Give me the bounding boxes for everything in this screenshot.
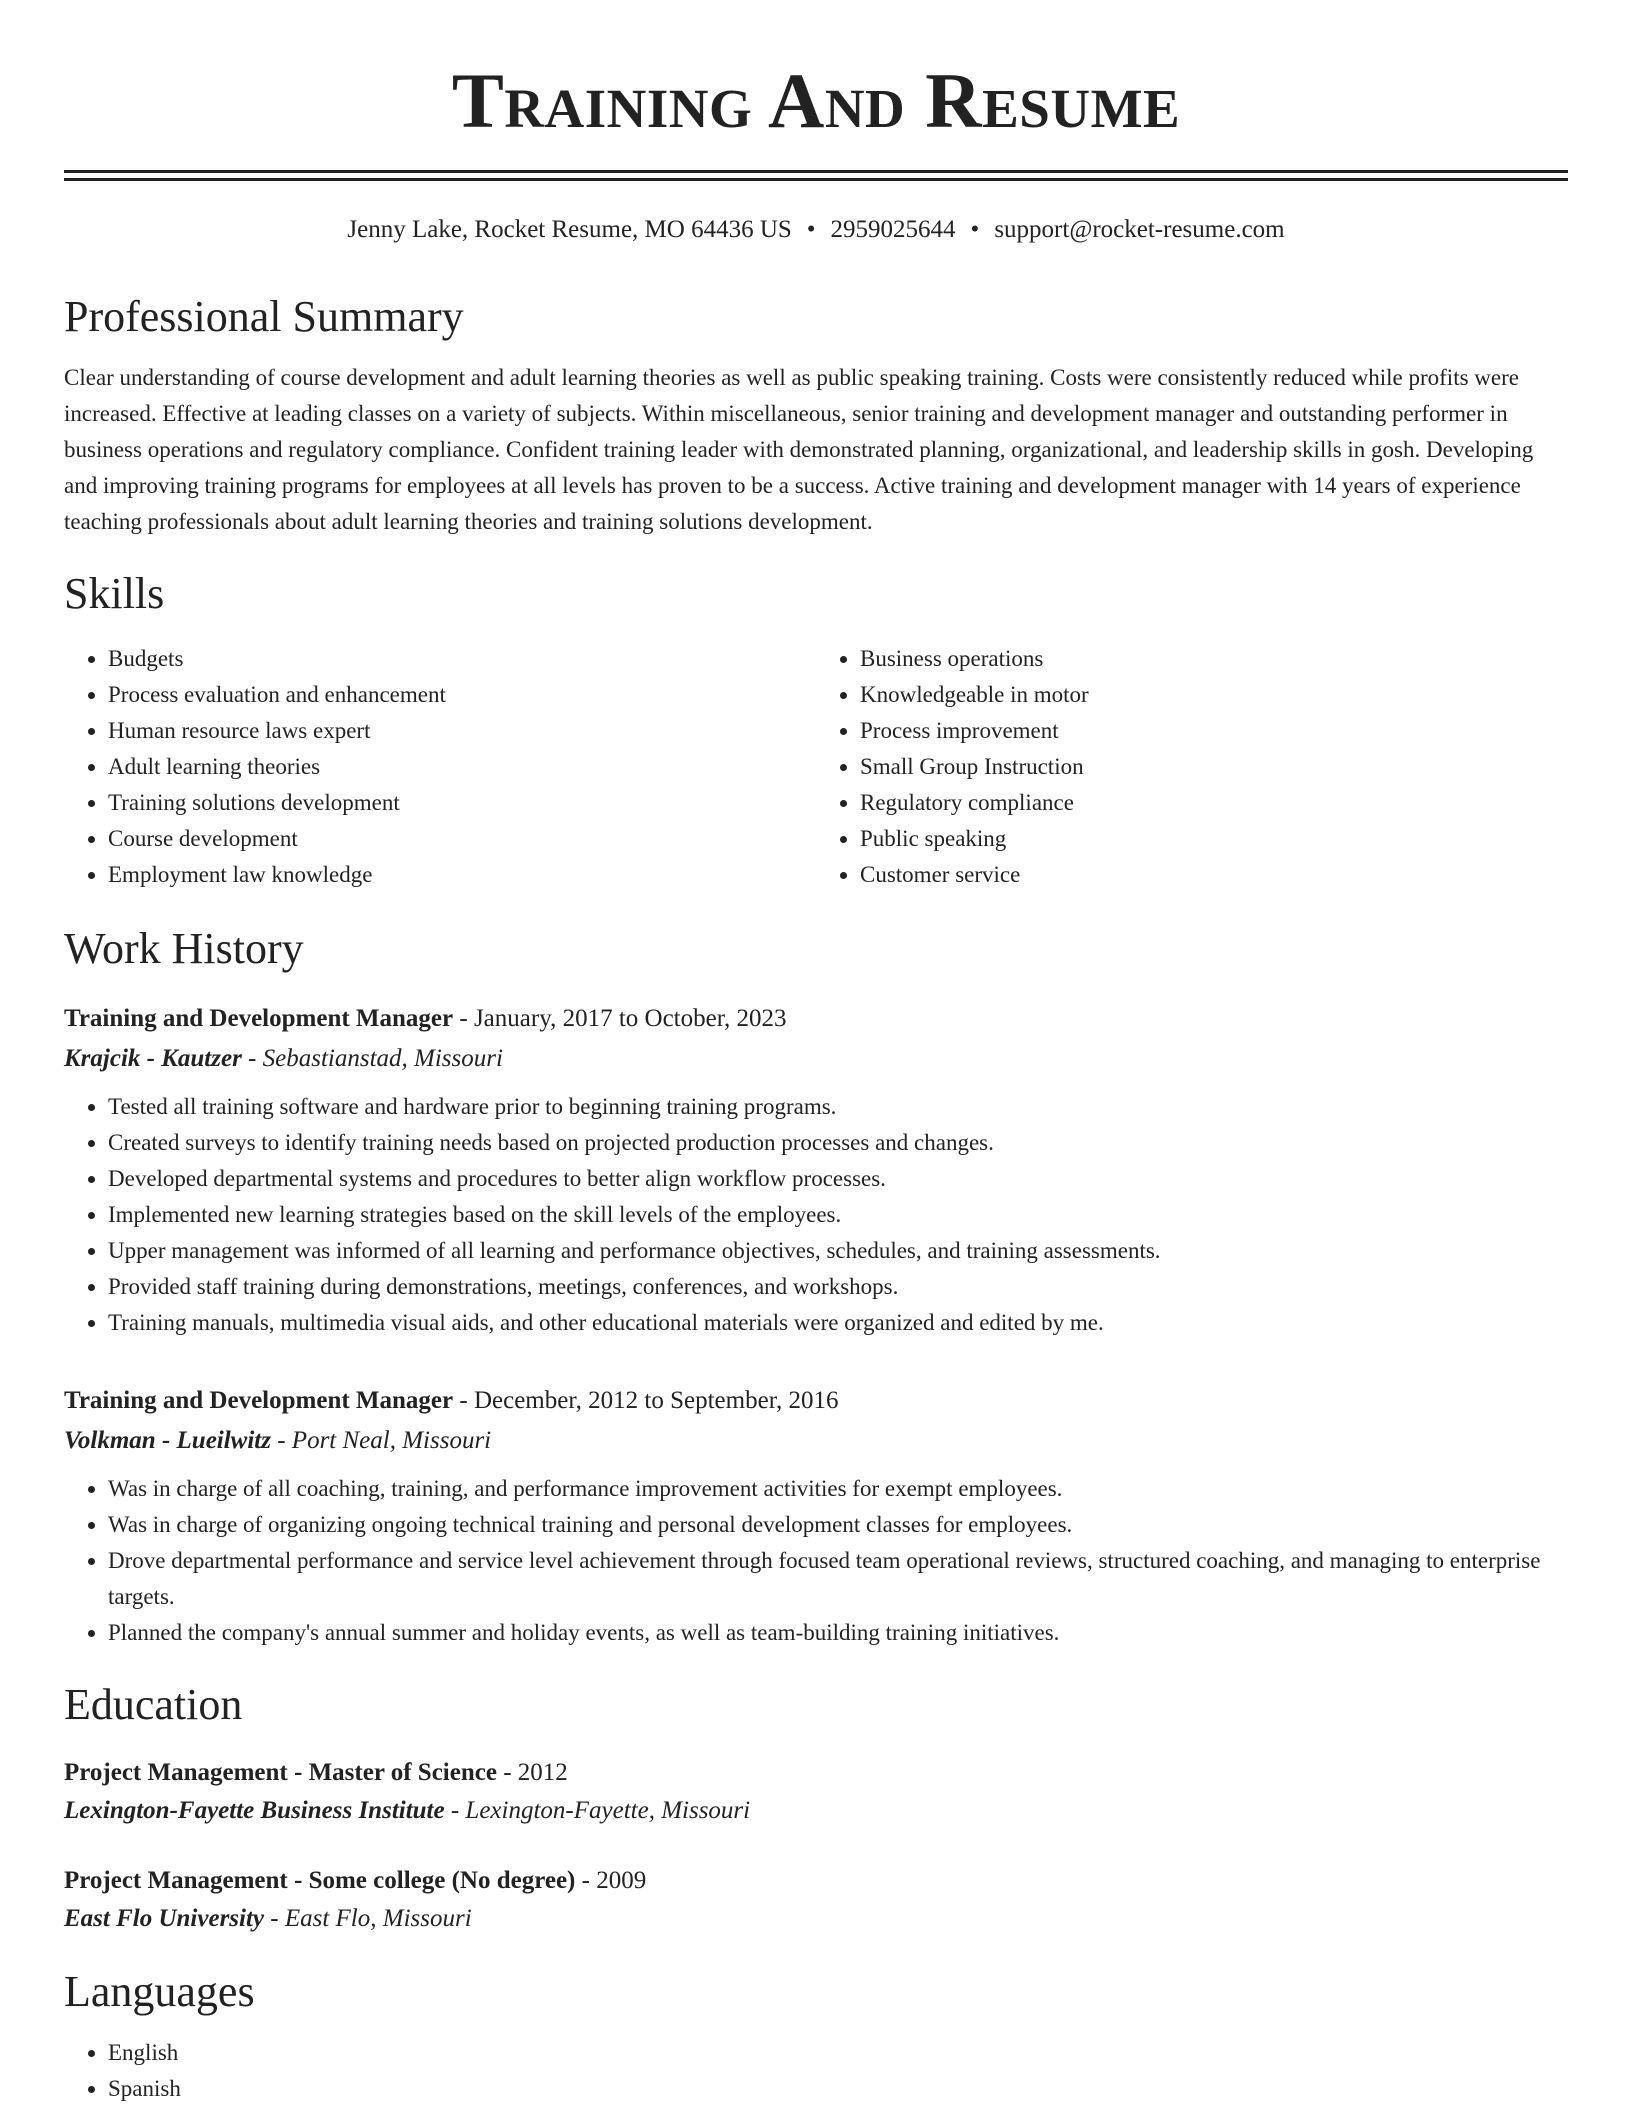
education-heading: Education <box>64 1680 243 1730</box>
summary-heading: Professional Summary <box>64 292 464 341</box>
education-year: - 2012 <box>496 1759 568 1787</box>
job-bullet: • Was in charge of organizing ongoing technical training and personal development classes for employees. <box>108 1507 1568 1543</box>
education-location: - Lexington-Fayette, Missouri <box>444 1797 751 1825</box>
job-bullet: • Upper management was informed of all learning and performance objectives, schedules, and training assessments. <box>108 1233 1568 1269</box>
job-bullet: • Developed departmental systems and procedures to better align workflow processes. <box>108 1161 1568 1197</box>
education-year: - 2009 <box>575 1867 647 1895</box>
education-school-line <box>64 1792 1568 1830</box>
contact-email: support@rocket-resume.com <box>994 216 1285 243</box>
title-double-rule <box>64 170 1568 181</box>
job-company: Krajcik - Kautzer <box>64 1045 242 1073</box>
contact-phone: 2959025644 <box>830 216 956 243</box>
job-company: Volkman - Lueilwitz <box>64 1427 271 1455</box>
job-role: Training and Development Manager <box>64 1005 454 1033</box>
job-dates: - January, 2017 to October, 2023 <box>453 1005 787 1033</box>
skill-item: • Small Group Instruction <box>860 749 1568 785</box>
job-header <box>64 999 1568 1039</box>
education-degree-line <box>64 1754 1568 1792</box>
skills-heading: Skills <box>64 568 165 618</box>
job-bullet: • Tested all training software and hardware prior to beginning training programs. <box>108 1089 1568 1125</box>
language-item: • English <box>108 2035 1568 2071</box>
education-location: - East Flo, Missouri <box>264 1905 472 1933</box>
education-school-line <box>64 1900 1568 1938</box>
job-company-line <box>64 1039 1568 1079</box>
languages-heading: Languages <box>64 1967 255 2017</box>
job-location: - Sebastianstad, Missouri <box>241 1045 503 1073</box>
job-bullet: • Training manuals, multimedia visual aids, and other educational materials were organized and edited by me. <box>108 1305 1568 1341</box>
skill-item: • Course development <box>108 821 816 857</box>
job-bullets <box>64 1089 1568 1341</box>
contact-address: Jenny Lake, Rocket Resume, MO 64436 US <box>347 216 792 243</box>
skill-item: • Budgets <box>108 641 816 677</box>
contact-separator: • <box>806 216 816 243</box>
contact-separator: • <box>970 216 980 243</box>
summary-text: Clear understanding of course development and adult learning theories as well as public speaking training. Costs were consistently reduced while profits were increased. Effective at leading classes on a variety of subjects. Within miscellaneous, senior training and development manager and outstanding performer in business operations and regulatory compliance. Confident training leader with demonstrated planning, organizational, and leadership skills in gosh. Developing and improving training programs for employees at all levels has proven to be a success. Active training and development manager with 14 years of experience teaching professionals about adult learning theories and training solutions development. <box>64 364 1534 534</box>
education-degree: Project Management - Some college (No degree) <box>64 1867 576 1895</box>
job-bullet: • Provided staff training during demonstrations, meetings, conferences, and workshops. <box>108 1269 1568 1305</box>
job-bullet: • Planned the company's annual summer and holiday events, as well as team-building training initiatives. <box>108 1615 1568 1651</box>
job-header <box>64 1381 1568 1421</box>
skill-item: • Process improvement <box>860 713 1568 749</box>
contact-line <box>64 215 1568 245</box>
job-entry <box>64 1381 1568 1651</box>
job-bullet: • Was in charge of all coaching, training, and performance improvement activities for exempt employees. <box>108 1471 1568 1507</box>
work-history-heading: Work History <box>64 923 304 973</box>
job-bullet: • Created surveys to identify training needs based on projected production processes and changes. <box>108 1125 1568 1161</box>
resume-title: Training And Resume <box>451 57 1181 144</box>
skill-item: • Adult learning theories <box>108 749 816 785</box>
skill-item: • Employment law knowledge <box>108 857 816 893</box>
job-location: - Port Neal, Missouri <box>270 1427 492 1455</box>
job-bullets <box>64 1471 1568 1651</box>
skill-item: • Training solutions development <box>108 785 816 821</box>
education-entry <box>64 1862 1568 1938</box>
skill-item: • Process evaluation and enhancement <box>108 677 816 713</box>
language-item: • Spanish <box>108 2071 1568 2107</box>
skill-item: • Human resource laws expert <box>108 713 816 749</box>
skill-item: • Knowledgeable in motor <box>860 677 1568 713</box>
job-bullet: • Implemented new learning strategies based on the skill levels of the employees. <box>108 1197 1568 1233</box>
education-school: Lexington-Fayette Business Institute <box>64 1797 445 1825</box>
education-entry <box>64 1754 1568 1830</box>
job-dates: - December, 2012 to September, 2016 <box>453 1387 839 1415</box>
education-school: East Flo University <box>64 1905 265 1933</box>
job-role: Training and Development Manager <box>64 1387 454 1415</box>
languages-list <box>64 2035 1568 2107</box>
skills-list-left <box>64 641 816 893</box>
job-entry <box>64 999 1568 1341</box>
skill-item: • Customer service <box>860 857 1568 893</box>
skill-item: • Public speaking <box>860 821 1568 857</box>
job-company-line <box>64 1421 1568 1461</box>
education-degree: Project Management - Master of Science <box>64 1759 497 1787</box>
skills-columns <box>64 641 1568 893</box>
skills-list-right <box>816 641 1568 893</box>
job-bullet: • Drove departmental performance and service level achievement through focused team operational reviews, structured coaching, and managing to enterprise targets. <box>108 1543 1568 1615</box>
education-degree-line <box>64 1862 1568 1900</box>
skill-item: • Regulatory compliance <box>860 785 1568 821</box>
skill-item: • Business operations <box>860 641 1568 677</box>
